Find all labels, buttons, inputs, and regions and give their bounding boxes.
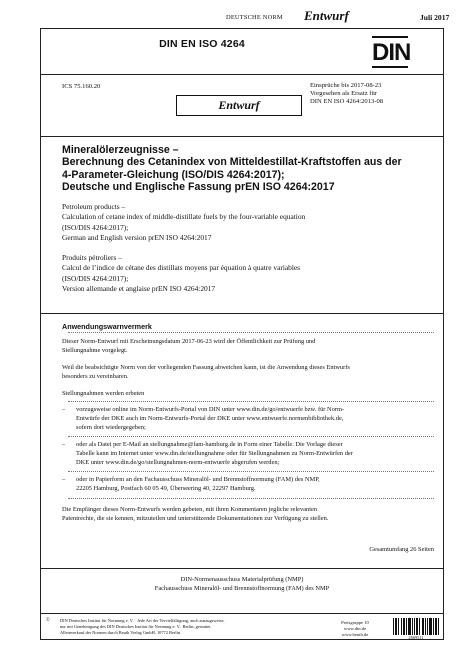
dotted-separator bbox=[68, 332, 434, 333]
divider bbox=[40, 313, 444, 314]
bullet-line: vorzugsweise online im Norm-Entwurfs-Portal von DIN unter www.din.de/go/entwuerfe bzw. für Norm- bbox=[76, 406, 345, 413]
warning-paragraph-2 bbox=[62, 364, 434, 382]
paragraph-line: Patentrechte, die sie kennen, mitzuteilen und unterstützende Dokumentationen zur Verfügung zu stellen. bbox=[62, 514, 329, 522]
paragraph-line: Stellungnahme vorgelegt. bbox=[62, 346, 128, 354]
bullet-line: oder in Papierform an den Fachausschuss Mineralöl- und Brennstoffnormung (FAM) des NMP, bbox=[76, 476, 320, 483]
title-line: Calculation of cetane index of middle-distillate fuels by the four-variable equation bbox=[62, 212, 306, 222]
divider bbox=[40, 136, 444, 137]
norm-label: DEUTSCHE NORM bbox=[226, 14, 283, 21]
committee-line-1: DIN-Normenausschuss Materialprüfung (NMP) bbox=[180, 576, 304, 583]
warning-paragraph-1 bbox=[62, 338, 434, 356]
committee-line-2: Fachausschuss Mineralöl- und Brennstoffnormung (FAM) des NMP bbox=[154, 585, 330, 592]
title-line: German and English version prEN ISO 4264:2017 bbox=[62, 233, 212, 243]
paragraph-line: Die Empfänger dieses Norm-Entwurfs werden gebeten, mit ihren Kommentaren jegliche relevanten bbox=[62, 506, 317, 513]
din-url: www.din.de bbox=[343, 626, 367, 632]
bullet-line: 22205 Hamburg, Postfach 60 05 49, Überseering 40, 22297 Hamburg. bbox=[76, 484, 256, 492]
ics-code: ICS 75.160.20 bbox=[62, 83, 101, 90]
warning-title: Anwendungswarnvermerk bbox=[62, 322, 152, 331]
copyright-line: nur mit Genehmigung des DIN Deutsches Institut für Normung e. V., Berlin, gestattet. bbox=[60, 624, 212, 629]
bullet-item bbox=[62, 441, 422, 468]
bullet-line: Entwürfe der DKE auch im Norm-Entwurfs-Portal der DKE unter www.entwuerfe.normenbibliothek.de, bbox=[76, 414, 344, 422]
title-line: Mineralölerzeugnisse – bbox=[62, 144, 179, 156]
warning-paragraph-3: Stellungnahmen werden erbeten bbox=[62, 390, 145, 397]
divider bbox=[40, 613, 444, 614]
copyright-line: Alleinverkauf der Normen durch Beuth Verlag GmbH, 10772 Berlin bbox=[60, 630, 181, 635]
title-french bbox=[62, 253, 434, 295]
copyright-icon: © bbox=[46, 618, 50, 623]
bullet-dash: – bbox=[62, 406, 66, 413]
objection-info bbox=[310, 82, 383, 106]
objection-line: Vorgesehen als Ersatz für bbox=[310, 90, 377, 97]
barcode-number: 2669511 bbox=[408, 635, 424, 640]
title-english bbox=[62, 202, 434, 244]
bullet-dash: – bbox=[62, 476, 66, 483]
dotted-separator bbox=[68, 498, 434, 499]
warning-paragraph-4 bbox=[62, 506, 434, 524]
price-group-label: Preisgruppe 10 bbox=[341, 620, 369, 625]
title-line: Deutsche und Englische Fassung prEN ISO 4264:2017 bbox=[62, 181, 335, 194]
bullet-line: sofern dort wiedergegeben; bbox=[76, 423, 146, 431]
bullet-item bbox=[62, 406, 422, 433]
bullet-line: oder als Datei per E-Mail an stellungnahme@fam-hamburg.de in Form einer Tabelle. Die Vorlage dieser bbox=[76, 441, 343, 448]
divider bbox=[40, 74, 444, 75]
paragraph-line: Weil die beabsichtigte Norm von der vorliegenden Fassung abweichen kann, ist die Anwendung dieses Entwurfs bbox=[62, 364, 350, 371]
copyright-line: DIN Deutsches Institut für Normung e. V. · Jede Art der Vervielfältigung, auch auszugsweise, bbox=[60, 618, 225, 623]
objection-line: Einsprüche bis 2017-08-23 bbox=[310, 82, 382, 89]
document-number: DIN EN ISO 4264 bbox=[159, 38, 245, 50]
din-logo-text: DIN bbox=[372, 39, 411, 66]
din-logo-bottom-bar bbox=[372, 66, 408, 68]
title-line: (ISO/DIS 4264:2017); bbox=[62, 273, 129, 283]
dotted-separator bbox=[68, 471, 434, 472]
bullet-line: Tabelle kann im Internet unter www.din.de/stellungnahme oder für Stellungnahmen zu Norm-Entwürfen der bbox=[76, 449, 353, 457]
title-line: Petroleum products – bbox=[62, 202, 126, 211]
beuth-url: www.beuth.de bbox=[341, 632, 369, 638]
dotted-separator bbox=[68, 436, 434, 437]
bullet-item bbox=[62, 476, 422, 494]
bullet-line: DKE unter www.din.de/go/stellungnahmen-norm-entwuerfe abgerufen werden; bbox=[76, 458, 280, 466]
paragraph-line: besonders zu vereinbaren. bbox=[62, 372, 129, 380]
dotted-separator bbox=[68, 401, 434, 402]
paragraph-line: Dieser Norm-Entwurf mit Erscheinungsdatum 2017-06-23 wird der Öffentlichkeit zur Prüfung und bbox=[62, 338, 316, 345]
price-group bbox=[326, 620, 384, 639]
objection-line: DIN EN ISO 4264:2013-08 bbox=[310, 98, 384, 105]
title-german bbox=[62, 144, 434, 194]
title-line: Produits pétroliers – bbox=[62, 253, 122, 262]
draft-status-box: Entwurf bbox=[176, 95, 302, 116]
barcode-icon bbox=[392, 618, 440, 635]
title-line: (ISO/DIS 4264:2017); bbox=[62, 222, 129, 232]
total-pages: Gesamtumfang 26 Seiten bbox=[369, 546, 434, 553]
divider bbox=[40, 568, 444, 569]
bullet-dash: – bbox=[62, 441, 66, 448]
title-line: Berechnung des Cetanindex von Mitteldestillat-Kraftstoffen aus der bbox=[62, 156, 402, 169]
title-line: 4-Parameter-Gleichung (ISO/DIS 4264:2017); bbox=[62, 168, 285, 181]
issue-date: Juli 2017 bbox=[420, 13, 450, 22]
status-label: Entwurf bbox=[304, 8, 349, 23]
title-line: Calcul de l’indice de cétane des distillats moyens par équation à quatre variables bbox=[62, 263, 301, 273]
title-line: Version allemande et anglaise prEN ISO 4264:2017 bbox=[62, 284, 216, 294]
